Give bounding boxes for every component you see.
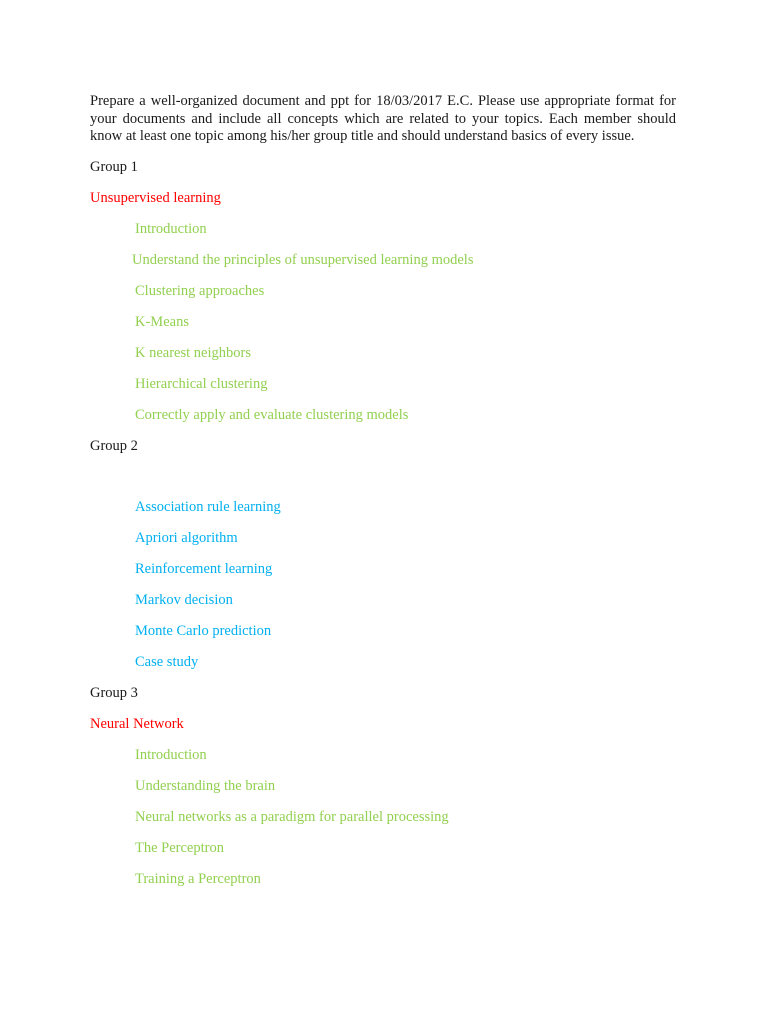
group-1-title: Group 1 bbox=[90, 158, 138, 175]
group-2-item: Monte Carlo prediction bbox=[135, 622, 272, 639]
group-3-item: Training a Perceptron bbox=[135, 870, 261, 887]
group-3-title: Group 3 bbox=[90, 684, 138, 701]
empty-line bbox=[90, 469, 676, 499]
group-1-item: Clustering approaches bbox=[135, 282, 265, 299]
group-3-item: Neural networks as a paradigm for parallel processing bbox=[135, 808, 449, 825]
group-2-title: Group 2 bbox=[90, 437, 138, 454]
group-1-topic: Unsupervised learning bbox=[90, 189, 221, 206]
document-page bbox=[90, 93, 676, 902]
group-1-item: K nearest neighbors bbox=[135, 344, 251, 361]
group-3-topic: Neural Network bbox=[90, 715, 184, 732]
group-3-item: Understanding the brain bbox=[135, 777, 276, 794]
group-2-item: Markov decision bbox=[135, 591, 233, 608]
group-1-item: Introduction bbox=[135, 220, 207, 237]
group-3-item: The Perceptron bbox=[135, 839, 224, 856]
group-2-item: Reinforcement learning bbox=[135, 560, 273, 577]
group-1-item: K-Means bbox=[135, 313, 189, 330]
group-3-item: Introduction bbox=[135, 746, 207, 763]
group-1-item: Correctly apply and evaluate clustering models bbox=[135, 406, 409, 423]
group-2-item: Apriori algorithm bbox=[135, 529, 238, 546]
group-1-item: Hierarchical clustering bbox=[135, 375, 268, 392]
group-2-item: Case study bbox=[135, 653, 199, 670]
group-2-item: Association rule learning bbox=[135, 498, 281, 515]
instructions-paragraph: Prepare a well-organized document and ppt for 18/03/2017 E.C. Please use appropriate format for your documents and include all concepts which are related to your topics. Each member should know at least one topic among his/her group title and should understand basics of every issue. bbox=[90, 93, 676, 145]
group-1-item: Understand the principles of unsupervised learning models bbox=[132, 251, 474, 268]
